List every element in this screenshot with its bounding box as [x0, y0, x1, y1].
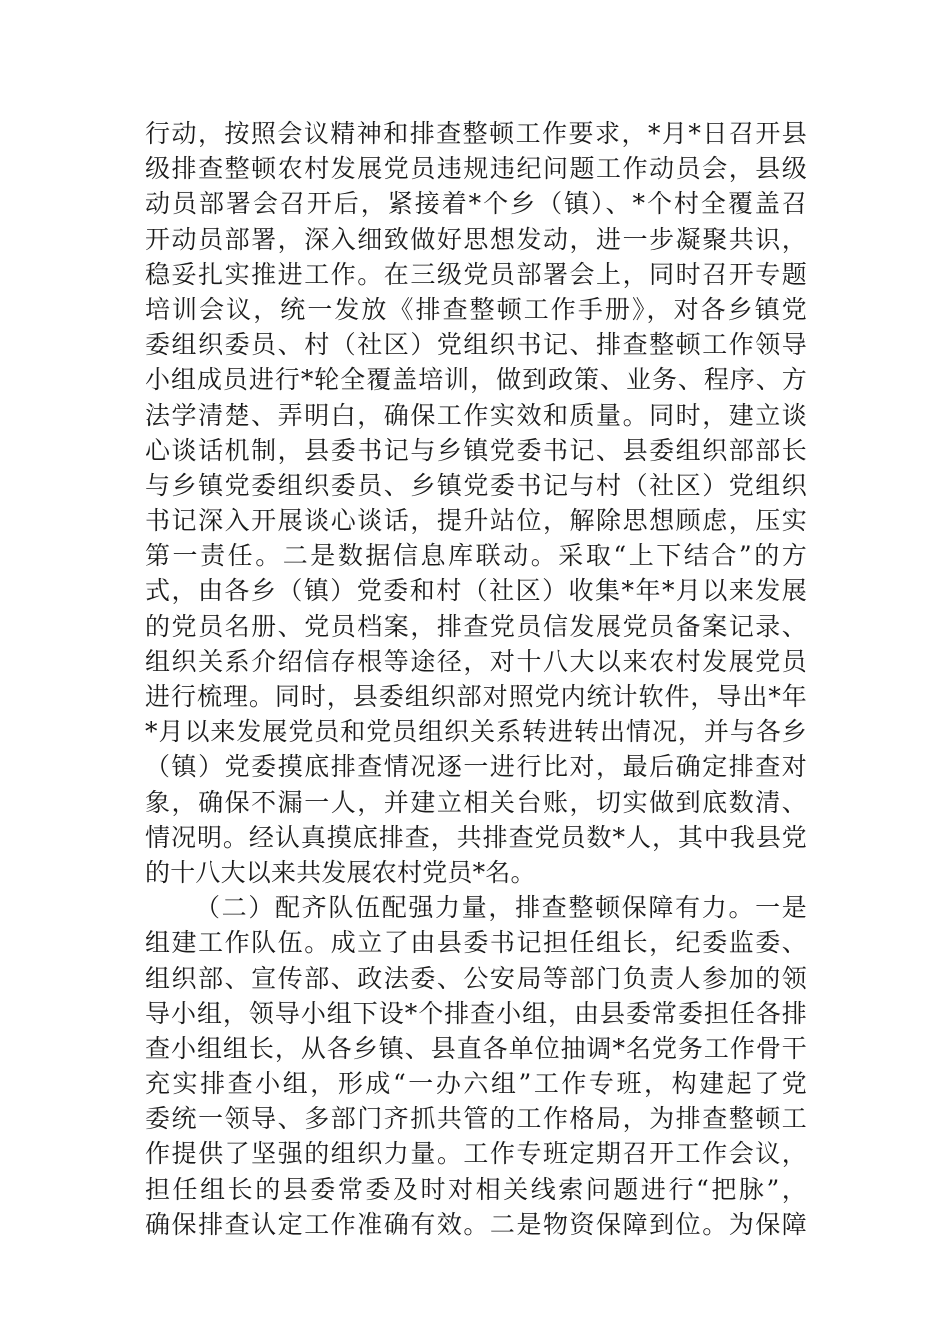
text-line: *月以来发展党员和党员组织关系转进转出情况，并与各乡 — [145, 717, 807, 747]
text-line: 组建工作队伍。成立了由县委书记担任组长，纪委监委、 — [145, 928, 807, 958]
text-line: 导小组，领导小组下设*个排查小组，由县委常委担任各排 — [145, 998, 807, 1028]
text-line: 式，由各乡（镇）党委和村（社区）收集*年*月以来发展 — [145, 576, 807, 606]
text-line: 组织部、宣传部、政法委、公安局等部门负责人参加的领 — [145, 963, 807, 993]
text-line: 小组成员进行*轮全覆盖培训，做到政策、业务、程序、方 — [145, 365, 807, 395]
text-line: 担任组长的县委常委及时对相关线索问题进行“把脉”， — [145, 1174, 807, 1204]
text-line: 级排查整顿农村发展党员违规违纪问题工作动员会，县级 — [145, 154, 807, 184]
text-line: （镇）党委摸底排查情况逐一进行比对，最后确定排查对 — [145, 752, 807, 782]
text-line: 委组织委员、村（社区）党组织书记、排查整顿工作领导 — [145, 330, 807, 360]
text-line: 心谈话机制，县委书记与乡镇党委书记、县委组织部部长 — [145, 435, 807, 465]
text-line: 行动，按照会议精神和排查整顿工作要求，*月*日召开县 — [145, 119, 807, 148]
text-line: 充实排查小组，形成“一办六组”工作专班，构建起了党 — [145, 1069, 807, 1099]
text-line: 的党员名册、党员档案，排查党员信发展党员备案记录、 — [145, 611, 807, 641]
text-line: 作提供了坚强的组织力量。工作专班定期召开工作会议， — [145, 1139, 807, 1169]
text-line: 象，确保不漏一人，并建立相关台账，切实做到底数清、 — [145, 787, 807, 817]
text-line: 法学清楚、弄明白，确保工作实效和质量。同时，建立谈 — [145, 400, 807, 430]
text-line: 开动员部署，深入细致做好思想发动，进一步凝聚共识， — [145, 224, 807, 254]
text-line: 查小组组长，从各乡镇、县直各单位抽调*名党务工作骨干 — [145, 1033, 807, 1063]
text-line: 第一责任。二是数据信息库联动。采取“上下结合”的方 — [145, 541, 807, 571]
text-line: 委统一领导、多部门齐抓共管的工作格局，为排查整顿工 — [145, 1104, 807, 1134]
body-text — [145, 116, 807, 1242]
text-line: 情况明。经认真摸底排查，共排查党员数*人，其中我县党 — [145, 822, 807, 852]
text-line: 组织关系介绍信存根等途径，对十八大以来农村发展党员 — [145, 646, 807, 676]
text-line: 进行梳理。同时，县委组织部对照党内统计软件，导出*年 — [145, 682, 807, 711]
text-line: 书记深入开展谈心谈话，提升站位，解除思想顾虑，压实 — [145, 506, 807, 536]
text-line: 培训会议，统一发放《排查整顿工作手册》，对各乡镇党 — [145, 294, 807, 324]
text-line: 动员部署会召开后，紧接着*个乡（镇）、*个村全覆盖召 — [145, 189, 807, 219]
section-heading-line: （二）配齐队伍配强力量，排查整顿保障有力。一是 — [195, 893, 807, 923]
paragraph-last-line: 的十八大以来共发展农村党员*名。 — [145, 857, 536, 887]
text-line: 与乡镇党委组织委员、乡镇党委书记与村（社区）党组织 — [145, 470, 807, 500]
text-line: 确保排查认定工作准确有效。二是物资保障到位。为保障 — [145, 1209, 807, 1239]
text-line: 稳妥扎实推进工作。在三级党员部署会上，同时召开专题 — [145, 259, 807, 289]
